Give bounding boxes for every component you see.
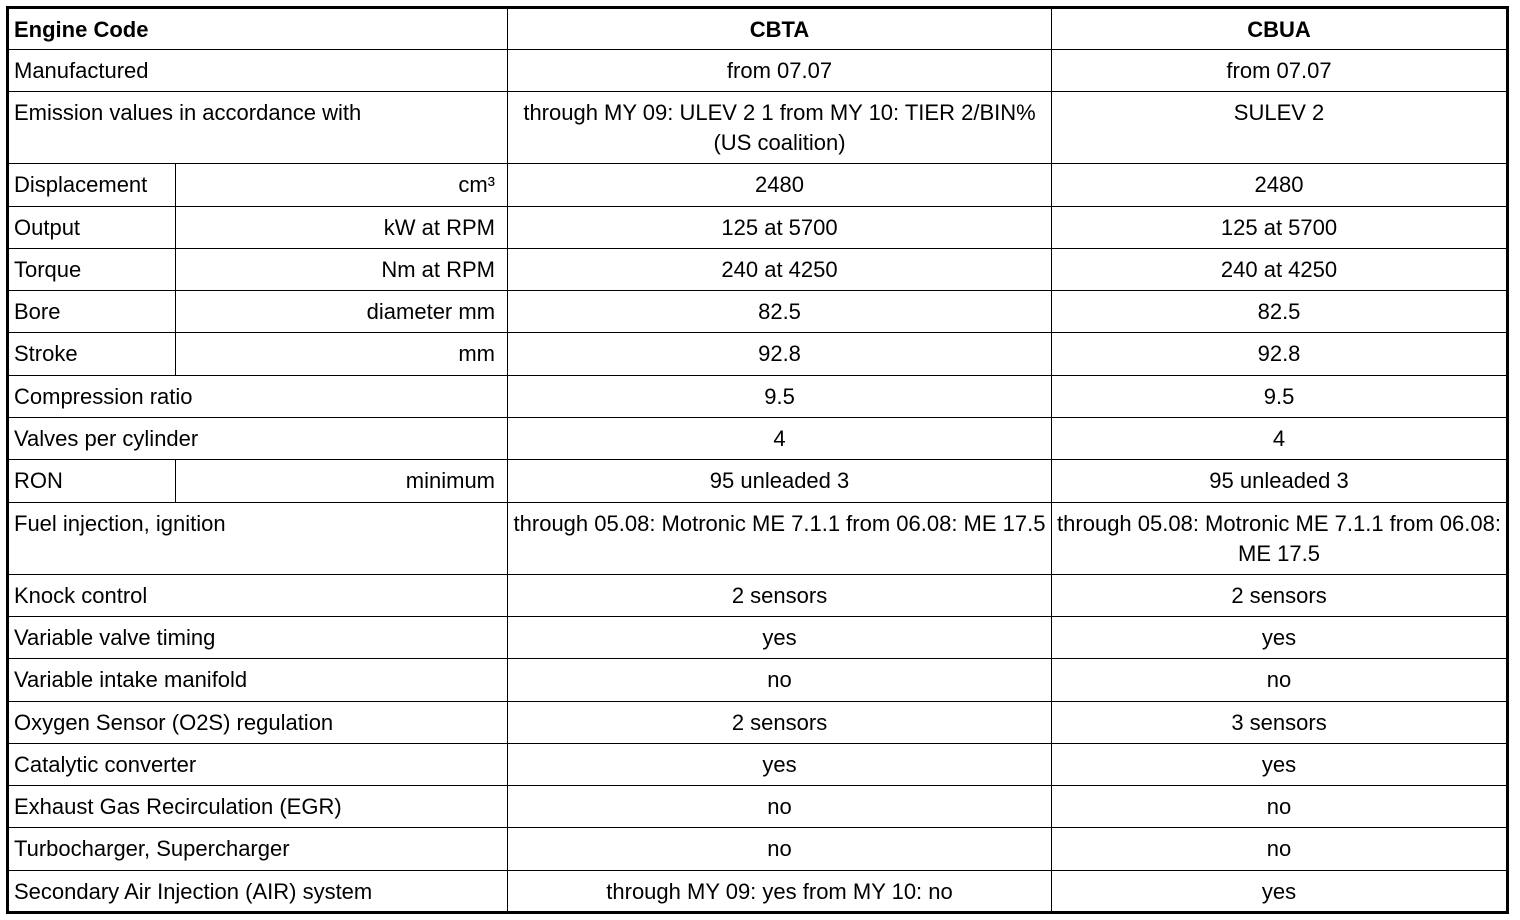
row-label: Displacement: [8, 164, 176, 206]
cbua-value: no: [1052, 828, 1508, 870]
cbta-value: 95 unleaded 3: [508, 460, 1052, 502]
table-row: [8, 50, 1508, 92]
row-label: Fuel injection, ignition: [8, 502, 508, 574]
cbua-value: 240 at 4250: [1052, 248, 1508, 290]
cbua-value: through 05.08: Motronic ME 7.1.1 from 06.08: ME 17.5: [1052, 502, 1508, 574]
cbua-value: 95 unleaded 3: [1052, 460, 1508, 502]
table-row: [8, 870, 1508, 912]
row-label: Manufactured: [8, 50, 508, 92]
cbua-column-header: CBUA: [1052, 8, 1508, 50]
cbua-value: SULEV 2: [1052, 92, 1508, 164]
table-row: [8, 828, 1508, 870]
engine-spec-table: [6, 6, 1509, 914]
engine-code-header: Engine Code: [8, 8, 508, 50]
row-label: RON: [8, 460, 176, 502]
cbta-value: through MY 09: ULEV 2 1 from MY 10: TIER 2/BIN% (US coalition): [508, 92, 1052, 164]
row-label: Exhaust Gas Recirculation (EGR): [8, 786, 508, 828]
cbta-value: 2 sensors: [508, 574, 1052, 616]
row-label: Compression ratio: [8, 375, 508, 417]
table-row: [8, 502, 1508, 574]
table-row: [8, 206, 1508, 248]
table-row: [8, 164, 1508, 206]
cbta-value: through MY 09: yes from MY 10: no: [508, 870, 1052, 912]
row-label: Emission values in accordance with: [8, 92, 508, 164]
row-unit: cm³: [176, 164, 508, 206]
cbua-value: 9.5: [1052, 375, 1508, 417]
cbua-value: no: [1052, 659, 1508, 701]
cbta-value: through 05.08: Motronic ME 7.1.1 from 06.08: ME 17.5: [508, 502, 1052, 574]
row-unit: mm: [176, 333, 508, 375]
cbua-value: from 07.07: [1052, 50, 1508, 92]
table-body: [8, 50, 1508, 913]
cbua-value: yes: [1052, 870, 1508, 912]
row-label: Bore: [8, 291, 176, 333]
cbua-value: yes: [1052, 743, 1508, 785]
table-row: [8, 291, 1508, 333]
cbta-column-header: CBTA: [508, 8, 1052, 50]
row-label: Catalytic converter: [8, 743, 508, 785]
table-row: [8, 701, 1508, 743]
cbua-value: 125 at 5700: [1052, 206, 1508, 248]
cbua-value: 4: [1052, 418, 1508, 460]
cbta-value: no: [508, 659, 1052, 701]
row-unit: diameter mm: [176, 291, 508, 333]
row-label: Variable intake manifold: [8, 659, 508, 701]
table-header-row: [8, 8, 1508, 50]
cbta-value: 4: [508, 418, 1052, 460]
row-label: Torque: [8, 248, 176, 290]
cbta-value: 240 at 4250: [508, 248, 1052, 290]
cbta-value: 92.8: [508, 333, 1052, 375]
row-label: Secondary Air Injection (AIR) system: [8, 870, 508, 912]
row-label: Valves per cylinder: [8, 418, 508, 460]
row-label: Stroke: [8, 333, 176, 375]
cbua-value: 3 sensors: [1052, 701, 1508, 743]
cbua-value: 2 sensors: [1052, 574, 1508, 616]
table-row: [8, 460, 1508, 502]
cbta-value: from 07.07: [508, 50, 1052, 92]
table-row: [8, 333, 1508, 375]
cbta-value: no: [508, 786, 1052, 828]
row-label: Output: [8, 206, 176, 248]
row-label: Oxygen Sensor (O2S) regulation: [8, 701, 508, 743]
table-row: [8, 92, 1508, 164]
row-unit: minimum: [176, 460, 508, 502]
row-label: Turbocharger, Supercharger: [8, 828, 508, 870]
cbta-value: no: [508, 828, 1052, 870]
cbua-value: 92.8: [1052, 333, 1508, 375]
table-row: [8, 375, 1508, 417]
table-row: [8, 786, 1508, 828]
table-row: [8, 743, 1508, 785]
cbta-value: 2 sensors: [508, 701, 1052, 743]
cbua-value: no: [1052, 786, 1508, 828]
cbta-value: yes: [508, 616, 1052, 658]
table-row: [8, 418, 1508, 460]
cbta-value: 2480: [508, 164, 1052, 206]
table-row: [8, 616, 1508, 658]
cbta-value: 9.5: [508, 375, 1052, 417]
cbua-value: yes: [1052, 616, 1508, 658]
row-unit: Nm at RPM: [176, 248, 508, 290]
cbua-value: 2480: [1052, 164, 1508, 206]
row-label: Knock control: [8, 574, 508, 616]
cbta-value: yes: [508, 743, 1052, 785]
cbta-value: 82.5: [508, 291, 1052, 333]
table-row: [8, 574, 1508, 616]
row-unit: kW at RPM: [176, 206, 508, 248]
table-row: [8, 659, 1508, 701]
row-label: Variable valve timing: [8, 616, 508, 658]
cbua-value: 82.5: [1052, 291, 1508, 333]
table-row: [8, 248, 1508, 290]
cbta-value: 125 at 5700: [508, 206, 1052, 248]
